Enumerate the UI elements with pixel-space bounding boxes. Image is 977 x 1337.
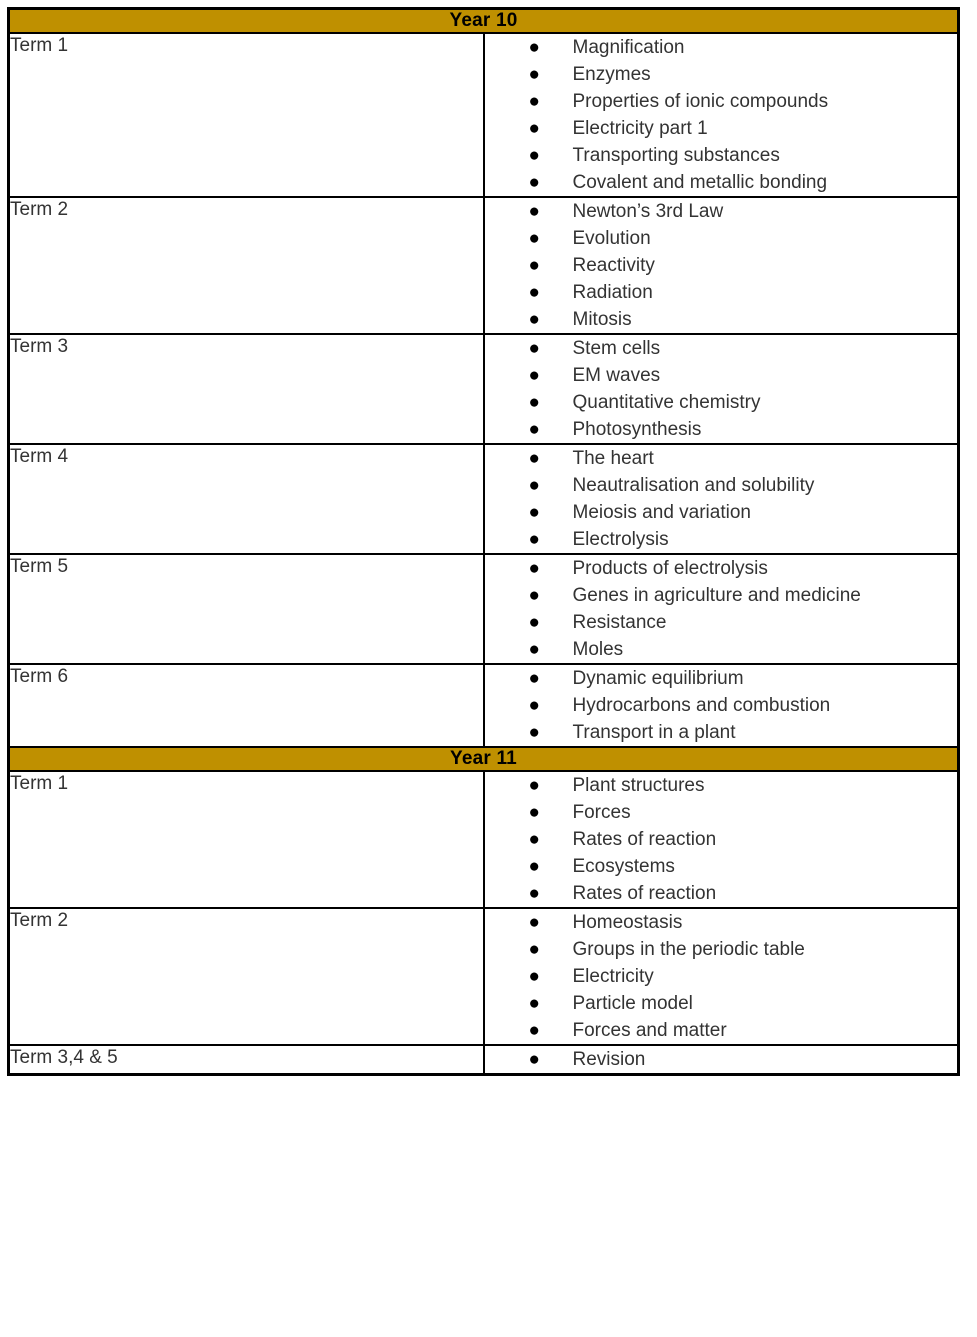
bullet-icon: ● [528,802,540,823]
topic-label: Homeostasis [572,912,683,933]
topic-list-item [485,279,958,306]
topic-list-item [485,198,958,225]
curriculum-table-body [9,9,959,1075]
topic-list-item [485,665,958,692]
topic-list [485,772,958,907]
bullet-icon: ● [528,966,540,987]
bullet-icon: ● [528,529,540,550]
topic-list-item [485,936,958,963]
bullet-icon: ● [528,91,540,112]
year-header-cell [9,747,959,771]
topic-list [485,665,958,746]
term-label-cell [9,33,484,197]
topics-cell [484,334,959,444]
topic-label: Groups in the periodic table [572,939,805,960]
bullet-icon: ● [528,939,540,960]
topic-label: Covalent and metallic bonding [572,172,828,193]
bullet-icon: ● [528,722,540,743]
topic-label: Hydrocarbons and combustion [572,695,831,716]
topic-list-item [485,799,958,826]
term-label: Term 2 [10,199,69,220]
topic-label: Transporting substances [572,145,780,166]
topic-list [485,34,958,196]
topic-label: Forces [572,802,631,823]
year-header-label: Year 11 [450,748,517,769]
term-label: Term 5 [10,556,69,577]
term-label: Term 1 [10,773,69,794]
year-header-row [9,747,959,771]
term-label-cell [9,1045,484,1075]
topic-label: Transport in a plant [572,722,736,743]
term-row [9,664,959,747]
term-label-cell [9,334,484,444]
topic-list-item [485,526,958,553]
topic-list-item [485,826,958,853]
term-row [9,908,959,1045]
topic-label: Radiation [572,282,653,303]
year-header-cell [9,9,959,34]
bullet-icon: ● [528,668,540,689]
topic-list-item [485,772,958,799]
topic-list-item [485,1017,958,1044]
bullet-icon: ● [528,883,540,904]
topic-list-item [485,169,958,196]
topic-list-item [485,115,958,142]
term-row [9,1045,959,1075]
topic-label: Rates of reaction [572,883,717,904]
bullet-icon: ● [528,1020,540,1041]
bullet-icon: ● [528,448,540,469]
term-row [9,33,959,197]
bullet-icon: ● [528,829,540,850]
bullet-icon: ● [528,1049,540,1070]
topic-list [485,1046,958,1073]
topic-label: Stem cells [572,338,661,359]
topic-list [485,909,958,1044]
term-label-cell [9,554,484,664]
bullet-icon: ● [528,338,540,359]
topic-label: Photosynthesis [572,419,702,440]
topic-list-item [485,582,958,609]
topic-list-item [485,909,958,936]
topic-list-item [485,389,958,416]
bullet-icon: ● [528,856,540,877]
bullet-icon: ● [528,172,540,193]
topic-label: Electricity part 1 [572,118,708,139]
curriculum-table [7,7,960,1076]
topic-list-item [485,990,958,1017]
topic-label: Products of electrolysis [572,558,768,579]
topic-label: Magnification [572,37,685,58]
topic-list-item [485,719,958,746]
topic-list-item [485,142,958,169]
topic-label: Electrolysis [572,529,669,550]
topic-label: Resistance [572,612,667,633]
topic-list-item [485,499,958,526]
topic-list-item [485,1046,958,1073]
topics-cell [484,444,959,554]
term-row [9,334,959,444]
bullet-icon: ● [528,993,540,1014]
topic-list-item [485,853,958,880]
year-header-row [9,9,959,34]
topic-list-item [485,88,958,115]
term-row [9,197,959,334]
term-label: Term 1 [10,35,69,56]
bullet-icon: ● [528,612,540,633]
topic-list-item [485,636,958,663]
term-label: Term 6 [10,666,69,687]
topic-label: Dynamic equilibrium [572,668,744,689]
topic-list-item [485,225,958,252]
term-label-cell [9,908,484,1045]
topic-label: Reactivity [572,255,655,276]
topic-label: Genes in agriculture and medicine [572,585,861,606]
bullet-icon: ● [528,228,540,249]
topic-list [485,335,958,443]
topic-list-item [485,880,958,907]
bullet-icon: ● [528,419,540,440]
topic-label: Evolution [572,228,651,249]
term-label-cell [9,444,484,554]
bullet-icon: ● [528,64,540,85]
topic-list-item [485,34,958,61]
bullet-icon: ● [528,775,540,796]
topic-label: Neautralisation and solubility [572,475,815,496]
topic-label: Particle model [572,993,693,1014]
topic-list-item [485,445,958,472]
bullet-icon: ● [528,695,540,716]
topic-list-item [485,963,958,990]
bullet-icon: ● [528,585,540,606]
bullet-icon: ● [528,37,540,58]
term-label-cell [9,664,484,747]
bullet-icon: ● [528,282,540,303]
topics-cell [484,554,959,664]
term-label: Term 3 [10,336,69,357]
topic-label: Plant structures [572,775,705,796]
topic-label: Electricity [572,966,654,987]
topic-list-item [485,555,958,582]
bullet-icon: ● [528,255,540,276]
topics-cell [484,664,959,747]
bullet-icon: ● [528,365,540,386]
term-label-cell [9,771,484,908]
bullet-icon: ● [528,392,540,413]
term-row [9,554,959,664]
topics-cell [484,197,959,334]
term-label: Term 2 [10,910,69,931]
topic-list-item [485,61,958,88]
bullet-icon: ● [528,475,540,496]
topic-label: Moles [572,639,624,660]
topic-label: EM waves [572,365,661,386]
topics-cell [484,908,959,1045]
topic-label: Meiosis and variation [572,502,751,523]
term-row [9,444,959,554]
term-label-cell [9,197,484,334]
year-header-label: Year 10 [449,10,518,31]
topic-list-item [485,252,958,279]
topic-label: Revision [572,1049,646,1070]
bullet-icon: ● [528,145,540,166]
topic-list-item [485,362,958,389]
topic-label: Ecosystems [572,856,675,877]
term-label: Term 4 [10,446,69,467]
topic-list-item [485,472,958,499]
term-label: Term 3,4 & 5 [10,1047,118,1068]
topic-label: Enzymes [572,64,651,85]
topic-list-item [485,306,958,333]
topics-cell [484,771,959,908]
topic-label: Rates of reaction [572,829,717,850]
topic-list [485,445,958,553]
topic-list-item [485,692,958,719]
topic-list [485,555,958,663]
topic-label: Mitosis [572,309,632,330]
topic-list-item [485,416,958,443]
topic-list-item [485,609,958,636]
bullet-icon: ● [528,201,540,222]
bullet-icon: ● [528,639,540,660]
topic-label: Newton’s 3rd Law [572,201,724,222]
topic-label: Forces and matter [572,1020,727,1041]
topics-cell [484,1045,959,1075]
term-row [9,771,959,908]
bullet-icon: ● [528,558,540,579]
bullet-icon: ● [528,118,540,139]
topic-list-item [485,335,958,362]
bullet-icon: ● [528,502,540,523]
topic-label: Properties of ionic compounds [572,91,829,112]
topic-label: Quantitative chemistry [572,392,761,413]
bullet-icon: ● [528,912,540,933]
bullet-icon: ● [528,309,540,330]
topics-cell [484,33,959,197]
topic-list [485,198,958,333]
topic-label: The heart [572,448,654,469]
